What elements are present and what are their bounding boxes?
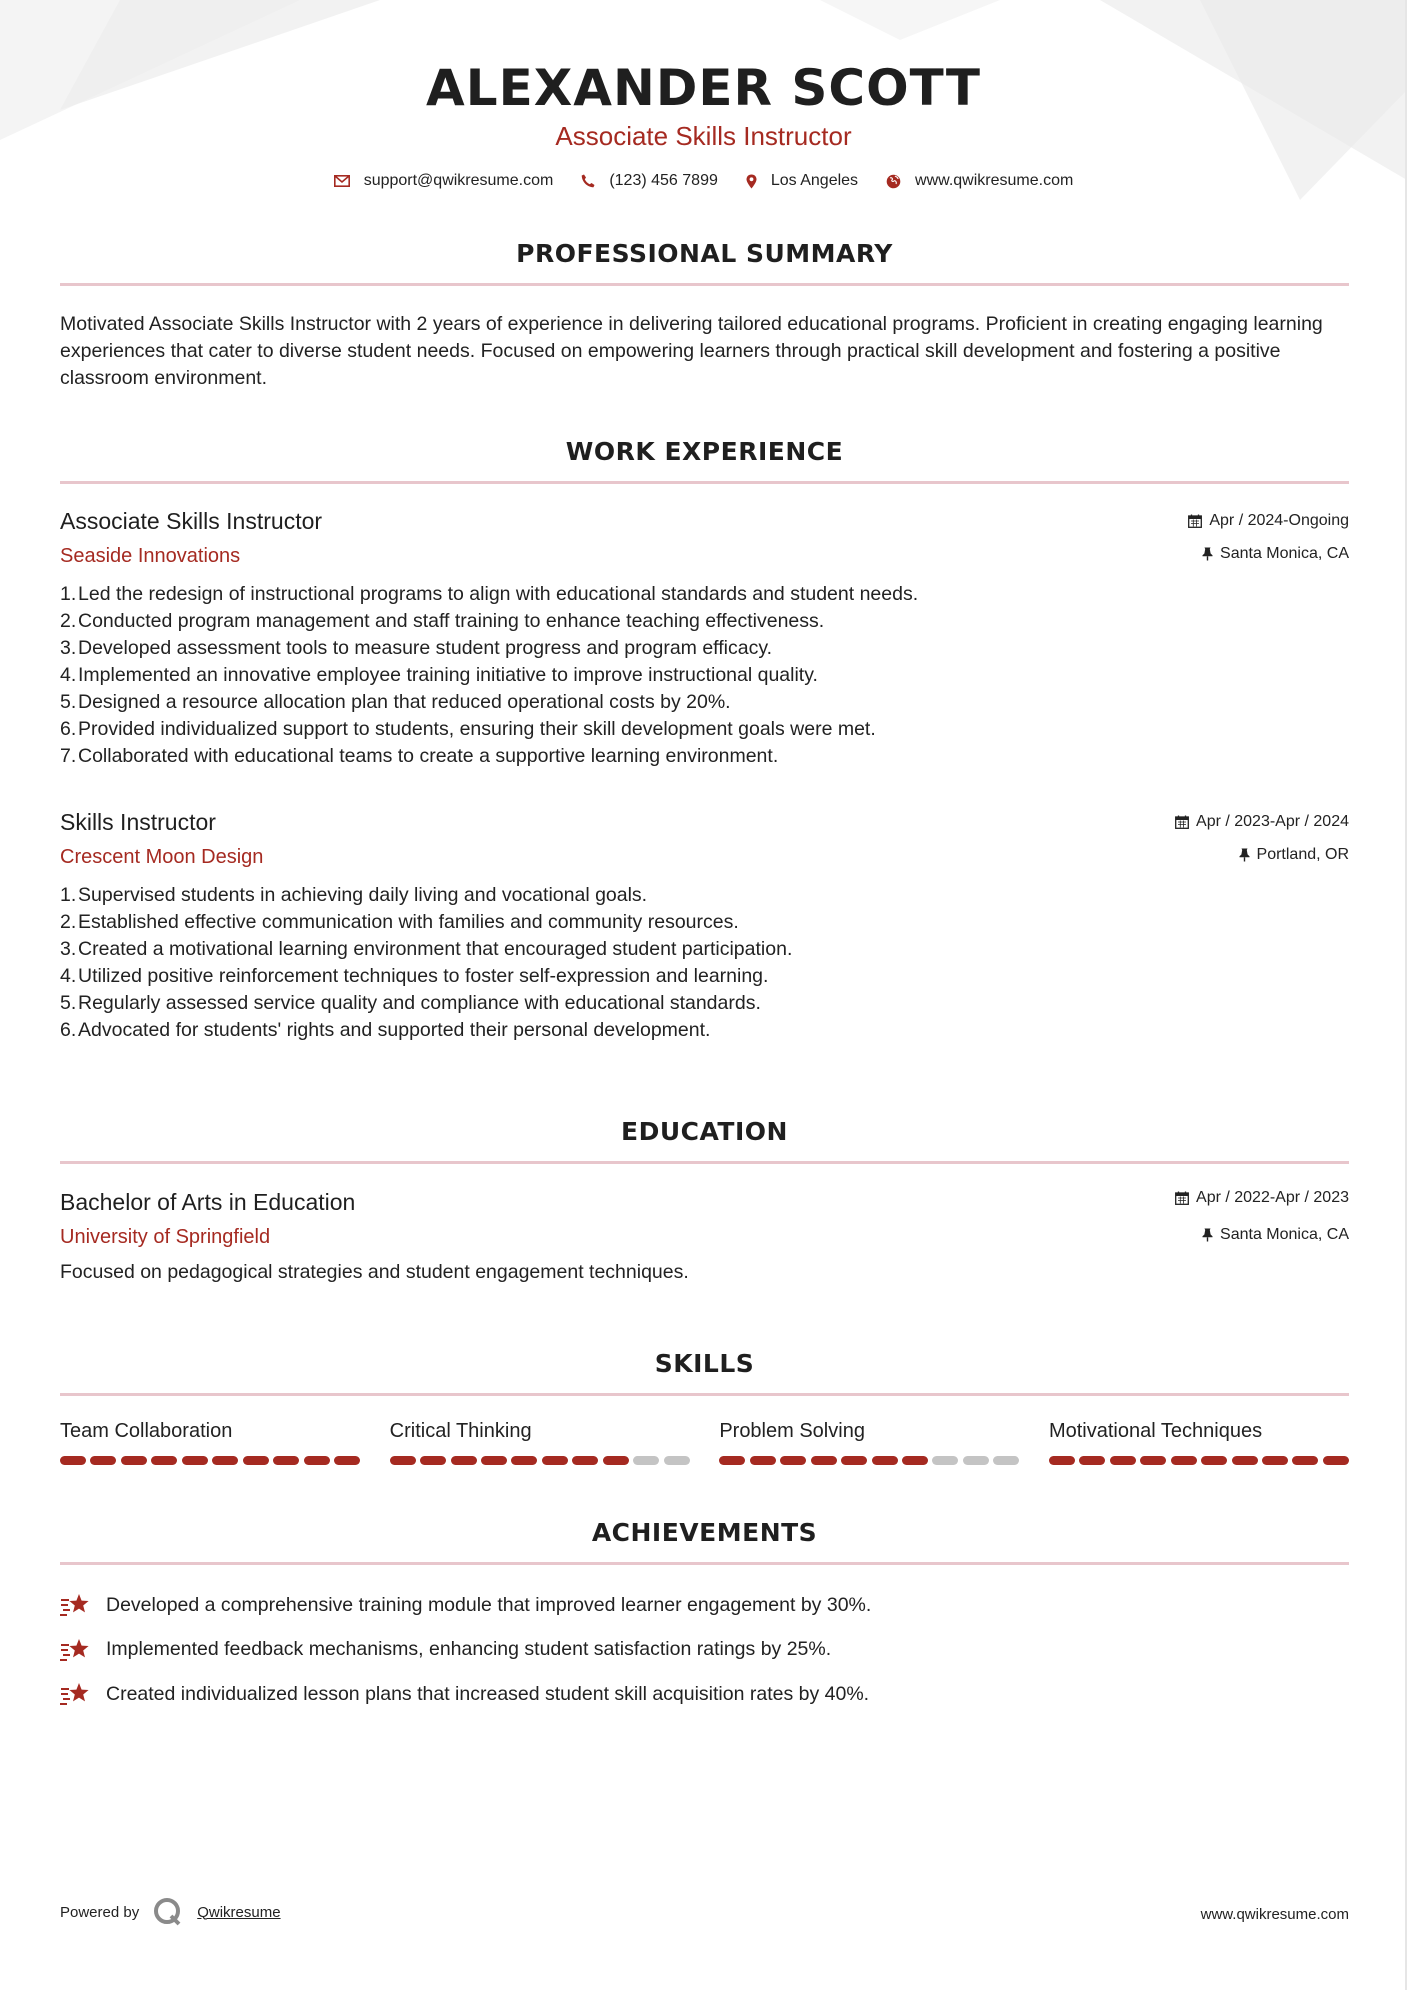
list-item-number: 4. xyxy=(60,965,77,987)
job-meta xyxy=(1188,511,1349,564)
skill-segment-filled xyxy=(603,1456,629,1465)
skill-segment-filled xyxy=(121,1456,147,1465)
skill-segment-filled xyxy=(841,1456,867,1465)
section-title-summary: PROFESSIONAL SUMMARY xyxy=(516,239,893,268)
skill-segment-filled xyxy=(151,1456,177,1465)
list-item-number: 1. xyxy=(60,583,77,605)
contact-bar xyxy=(0,172,1407,190)
pushpin-icon xyxy=(1202,547,1213,561)
skill-segment-filled xyxy=(780,1456,806,1465)
mail-icon xyxy=(334,175,350,187)
skill-segment-filled xyxy=(243,1456,269,1465)
section-title-skills: SKILLS xyxy=(654,1349,755,1378)
summary-text: Motivated Associate Skills Instructor with 2 years of experience in delivering tailored educational programs. Proficient in creating engaging learning experiences that cater to diverse student needs. Focused on empowering learners through practical skill development and fostering a positive classroom environment. xyxy=(60,313,1323,389)
skill-segment-empty xyxy=(963,1456,989,1465)
section-divider xyxy=(60,1562,1349,1565)
achievements-list xyxy=(60,1590,1349,1724)
skill-item xyxy=(1049,1418,1349,1465)
calendar-icon xyxy=(1175,815,1189,829)
education-description: Focused on pedagogical strategies and student engagement techniques. xyxy=(60,1261,689,1283)
skill-segment-filled xyxy=(1232,1456,1258,1465)
section-title-experience: WORK EXPERIENCE xyxy=(565,437,844,466)
list-item-text: Created a motivational learning environment that encouraged student participation. xyxy=(78,938,793,960)
list-item xyxy=(60,608,1349,635)
list-item xyxy=(60,662,1349,689)
skill-segment-filled xyxy=(60,1456,86,1465)
resume-header xyxy=(0,58,1407,190)
list-item-text: Utilized positive reinforcement techniques to foster self-expression and learning. xyxy=(78,965,769,987)
list-item-text: Conducted program management and staff training to enhance teaching effectiveness. xyxy=(78,610,825,632)
list-item-number: 7. xyxy=(60,745,77,767)
phone-text: (123) 456 7899 xyxy=(609,172,718,189)
skill-segment-filled xyxy=(750,1456,776,1465)
job-dates: Apr / 2023-Apr / 2024 xyxy=(1196,813,1349,830)
list-item-text: Implemented an innovative employee training initiative to improve instructional quality. xyxy=(78,664,818,686)
skill-segment-filled xyxy=(1140,1456,1166,1465)
education-dates: Apr / 2022-Apr / 2023 xyxy=(1196,1189,1349,1206)
list-item-text: Led the redesign of instructional programs to align with educational standards and student needs. xyxy=(78,583,919,605)
star-icon xyxy=(60,1681,92,1707)
list-item xyxy=(60,936,1349,963)
job-entry xyxy=(60,808,1349,1044)
skill-segment-empty xyxy=(633,1456,659,1465)
list-item-text: Developed assessment tools to measure student progress and program efficacy. xyxy=(78,637,773,659)
list-item-number: 5. xyxy=(60,992,77,1014)
list-item xyxy=(60,882,1349,909)
list-item-text: Provided individualized support to students, ensuring their skill development goals were met. xyxy=(78,718,876,740)
achievement-text: Created individualized lesson plans that increased student skill acquisition rates by 40%. xyxy=(106,1682,870,1705)
contact-email[interactable] xyxy=(334,172,554,190)
skill-segment-filled xyxy=(511,1456,537,1465)
section-title-education: EDUCATION xyxy=(621,1117,788,1146)
skill-level-bar xyxy=(390,1456,690,1465)
brand-link[interactable]: Qwikresume xyxy=(197,1903,281,1921)
section-divider xyxy=(60,1393,1349,1396)
list-item-text: Designed a resource allocation plan that reduced operational costs by 20%. xyxy=(78,691,731,713)
achievement-text: Developed a comprehensive training module that improved learner engagement by 30%. xyxy=(106,1593,872,1616)
location-text: Los Angeles xyxy=(770,172,859,189)
skill-segment-empty xyxy=(932,1456,958,1465)
skill-name: Critical Thinking xyxy=(389,1420,532,1442)
skill-item xyxy=(60,1418,360,1465)
school-name: University of Springfield xyxy=(60,1226,271,1248)
skills-grid xyxy=(60,1418,1349,1465)
skill-segment-filled xyxy=(1262,1456,1288,1465)
list-item xyxy=(60,689,1349,716)
pushpin-icon xyxy=(1202,1228,1213,1242)
footer-website[interactable]: www.qwikresume.com xyxy=(1200,1906,1349,1923)
skill-segment-filled xyxy=(719,1456,745,1465)
list-item-text: Established effective communication with families and community resources. xyxy=(78,911,739,933)
skill-segment-filled xyxy=(811,1456,837,1465)
skill-name: Problem Solving xyxy=(719,1420,865,1442)
calendar-icon xyxy=(1175,1191,1189,1205)
job-entry xyxy=(60,507,1349,770)
list-item-number: 3. xyxy=(60,938,77,960)
list-item-number: 6. xyxy=(60,718,77,740)
footer-powered-by xyxy=(60,1897,281,1927)
section-divider xyxy=(60,283,1349,286)
skill-segment-filled xyxy=(572,1456,598,1465)
skill-segment-filled xyxy=(334,1456,360,1465)
globe-icon xyxy=(886,174,901,189)
section-divider xyxy=(60,481,1349,484)
skill-segment-filled xyxy=(182,1456,208,1465)
skill-item xyxy=(390,1418,690,1465)
list-item xyxy=(60,581,1349,608)
skill-item xyxy=(719,1418,1019,1465)
job-company: Seaside Innovations xyxy=(60,545,241,567)
skill-segment-filled xyxy=(1292,1456,1318,1465)
skill-segment-empty xyxy=(993,1456,1019,1465)
pushpin-icon xyxy=(1239,848,1250,862)
job-title: Associate Skills Instructor xyxy=(60,508,323,534)
skill-segment-filled xyxy=(390,1456,416,1465)
contact-website[interactable] xyxy=(886,172,1073,190)
list-item xyxy=(60,990,1349,1017)
job-bullets xyxy=(60,882,1349,1044)
skill-segment-filled xyxy=(420,1456,446,1465)
skill-segment-filled xyxy=(1201,1456,1227,1465)
skill-level-bar xyxy=(1049,1456,1349,1465)
job-title: Skills Instructor xyxy=(60,809,216,835)
education-entry xyxy=(60,1188,1349,1285)
website-text: www.qwikresume.com xyxy=(915,172,1074,189)
list-item xyxy=(60,909,1349,936)
list-item xyxy=(60,1679,1349,1709)
list-item-number: 6. xyxy=(60,1019,77,1041)
list-item xyxy=(60,963,1349,990)
qwikresume-logo xyxy=(153,1897,183,1927)
list-item-text: Advocated for students' rights and supported their personal development. xyxy=(78,1019,711,1041)
powered-by-label: Powered by xyxy=(60,1903,140,1921)
list-item xyxy=(60,1017,1349,1044)
email-text: support@qwikresume.com xyxy=(363,172,554,189)
skill-segment-filled xyxy=(1171,1456,1197,1465)
skill-level-bar xyxy=(719,1456,1019,1465)
job-meta xyxy=(1175,812,1349,865)
skill-segment-filled xyxy=(212,1456,238,1465)
phone-icon xyxy=(581,174,595,188)
section-divider xyxy=(60,1161,1349,1164)
list-item-number: 4. xyxy=(60,664,77,686)
degree-title: Bachelor of Arts in Education xyxy=(60,1189,356,1215)
skill-segment-filled xyxy=(304,1456,330,1465)
contact-phone[interactable] xyxy=(581,172,718,190)
skill-segment-filled xyxy=(273,1456,299,1465)
skill-segment-filled xyxy=(902,1456,928,1465)
star-icon xyxy=(60,1592,92,1618)
list-item-text: Collaborated with educational teams to create a supportive learning environment. xyxy=(78,745,779,767)
list-item-number: 2. xyxy=(60,911,77,933)
skill-segment-filled xyxy=(1323,1456,1349,1465)
skill-segment-empty xyxy=(664,1456,690,1465)
education-meta xyxy=(1175,1188,1349,1245)
skill-name: Team Collaboration xyxy=(60,1420,233,1442)
section-title-achievements: ACHIEVEMENTS xyxy=(591,1518,818,1547)
list-item xyxy=(60,635,1349,662)
skill-segment-filled xyxy=(1110,1456,1136,1465)
job-bullets xyxy=(60,581,1349,770)
list-item-number: 1. xyxy=(60,884,77,906)
list-item-number: 3. xyxy=(60,637,77,659)
skill-segment-filled xyxy=(451,1456,477,1465)
calendar-icon xyxy=(1188,514,1202,528)
candidate-title: Associate Skills Instructor xyxy=(555,121,852,151)
list-item xyxy=(60,1590,1349,1620)
job-location: Santa Monica, CA xyxy=(1220,545,1349,562)
list-item xyxy=(60,716,1349,743)
skill-segment-filled xyxy=(542,1456,568,1465)
list-item-text: Supervised students in achieving daily living and vocational goals. xyxy=(78,884,648,906)
education-location: Santa Monica, CA xyxy=(1220,1226,1349,1243)
list-item xyxy=(60,743,1349,770)
list-item-text: Regularly assessed service quality and compliance with educational standards. xyxy=(78,992,761,1014)
skill-segment-filled xyxy=(90,1456,116,1465)
skill-segment-filled xyxy=(1079,1456,1105,1465)
list-item-number: 2. xyxy=(60,610,77,632)
achievement-text: Implemented feedback mechanisms, enhancing student satisfaction ratings by 25%. xyxy=(106,1638,832,1660)
skill-name: Motivational Techniques xyxy=(1048,1420,1263,1442)
skill-segment-filled xyxy=(1049,1456,1075,1465)
skill-level-bar xyxy=(60,1456,360,1465)
star-icon xyxy=(60,1637,92,1663)
list-item xyxy=(60,1635,1349,1665)
job-company: Crescent Moon Design xyxy=(60,846,264,868)
contact-location xyxy=(746,172,858,190)
candidate-name: ALEXANDER SCOTT xyxy=(426,59,981,117)
job-location: Portland, OR xyxy=(1256,846,1349,863)
job-dates: Apr / 2024-Ongoing xyxy=(1209,512,1349,529)
map-pin-icon xyxy=(746,174,757,189)
list-item-number: 5. xyxy=(60,691,77,713)
skill-segment-filled xyxy=(872,1456,898,1465)
skill-segment-filled xyxy=(481,1456,507,1465)
